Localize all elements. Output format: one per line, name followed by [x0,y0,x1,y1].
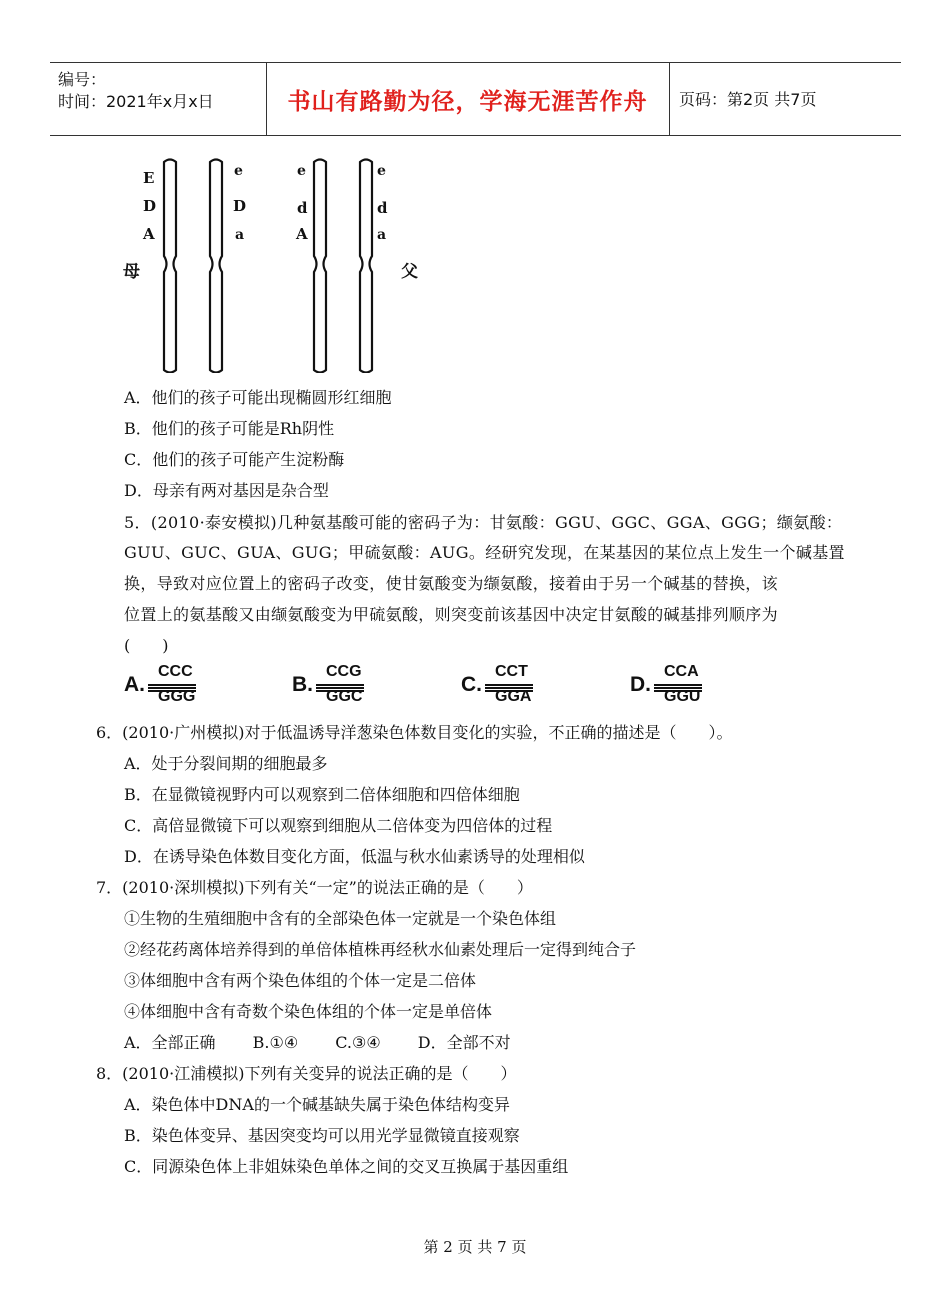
q5-stem-line: GUU、GUC、GUA、GUG；甲硫氨酸：AUG。经研究发现，在某基因的某位点上发生一个碱基置 [124,543,845,562]
gene-label: E [143,169,155,187]
strand-bond-line [148,684,196,686]
gene-label: a [377,227,387,243]
option-top-strand: CCG [326,663,362,680]
q5-stem-line: 换，导致对应位置上的密码子改变，使甘氨酸变为缬氨酸，接着由于另一个碱基的替换，该 [124,574,779,593]
q6-option: A．处于分裂间期的细胞最多 [124,754,328,773]
gene-label: d [377,199,388,217]
gene-label: A [296,225,308,243]
q4-option: B．他们的孩子可能是Rh阴性 [124,419,335,438]
gene-label: a [235,227,245,243]
q8-stem: 8．(2010·江浦模拟)下列有关变异的说法正确的是（ ） [96,1064,517,1083]
option-top-strand: CCC [158,663,193,680]
option-bottom-strand: GGA [495,688,532,705]
q8-option: B．染色体变异、基因突变均可以用光学显微镜直接观察 [124,1126,520,1145]
father-label: 父 [401,262,418,282]
page-info: 页码：第2页 共7页 [679,90,817,109]
q7-options: A．全部正确 B.①④ C.③④ D．全部不对 [124,1033,511,1052]
number-label: 编号： [58,70,107,89]
q6-option: D．在诱导染色体数目变化方面，低温与秋水仙素诱导的处理相似 [124,847,585,866]
q8-option: A．染色体中DNA的一个碱基缺失属于染色体结构变异 [124,1095,510,1114]
q7-item: ②经花药离体培养得到的单倍体植株再经秋水仙素处理后一定得到纯合子 [124,940,637,959]
page-footer: 第 2 页 共 7 页 [423,1238,527,1256]
strand-bond-line [316,684,364,686]
q5-stem-line: 位置上的氨基酸又由缬氨酸变为甲硫氨酸，则突变前该基因中决定甘氨酸的碱基排列顺序为 [124,605,779,624]
option-letter: C. [461,673,482,696]
q7-item: ③体细胞中含有两个染色体组的个体一定是二倍体 [124,971,477,990]
strand-bond-line [485,684,533,686]
header-motto-cell [266,63,670,135]
q5-stem-line: ( ) [124,636,169,655]
gene-label: A [143,225,155,243]
q4-option: A．他们的孩子可能出现椭圆形红细胞 [124,388,392,407]
q6-option: C．高倍显微镜下可以观察到细胞从二倍体变为四倍体的过程 [124,816,553,835]
q8-option: C．同源染色体上非姐妹染色单体之间的交叉互换属于基因重组 [124,1157,569,1176]
q7-item: ①生物的生殖细胞中含有的全部染色体一定就是一个染色体组 [124,909,557,928]
header-page-cell [669,63,901,135]
option-letter: D. [630,673,651,696]
option-top-strand: CCA [664,663,699,680]
option-letter: B. [292,673,313,696]
gene-label: e [297,163,306,179]
option-bottom-strand: GGU [664,688,701,705]
gene-label: d [297,199,308,217]
time-label: 时间：2021年x月x日 [58,92,214,111]
mother-label: 母 [123,262,140,282]
gene-label: D [143,197,157,215]
q5-stem-line: 5．(2010·泰安模拟)几种氨基酸可能的密码子为：甘氨酸：GGU、GGC、GGA、GGG；缬氨酸： [124,513,843,532]
page-header [50,62,901,136]
option-bottom-strand: GGG [158,688,196,705]
option-top-strand: CCT [495,663,528,680]
gene-label: e [234,163,243,179]
header-info-cell [50,63,267,135]
q6-option: B．在显微镜视野内可以观察到二倍体细胞和四倍体细胞 [124,785,520,804]
q4-option: C．他们的孩子可能产生淀粉酶 [124,450,345,469]
strand-bond-line [654,684,702,686]
option-bottom-strand: GGC [326,688,363,705]
gene-label: e [377,163,386,179]
q4-option: D．母亲有两对基因是杂合型 [124,481,329,500]
q7-stem: 7．(2010·深圳模拟)下列有关“一定”的说法正确的是（ ） [96,878,533,897]
q6-stem: 6．(2010·广州模拟)对于低温诱导洋葱染色体数目变化的实验，不正确的描述是（ ）。 [96,723,733,742]
option-letter: A. [124,673,145,696]
q7-item: ④体细胞中含有奇数个染色体组的个体一定是单倍体 [124,1002,493,1021]
gene-label: D [233,197,247,215]
motto: 书山有路勤为径，学海无涯苦作舟 [287,89,648,115]
